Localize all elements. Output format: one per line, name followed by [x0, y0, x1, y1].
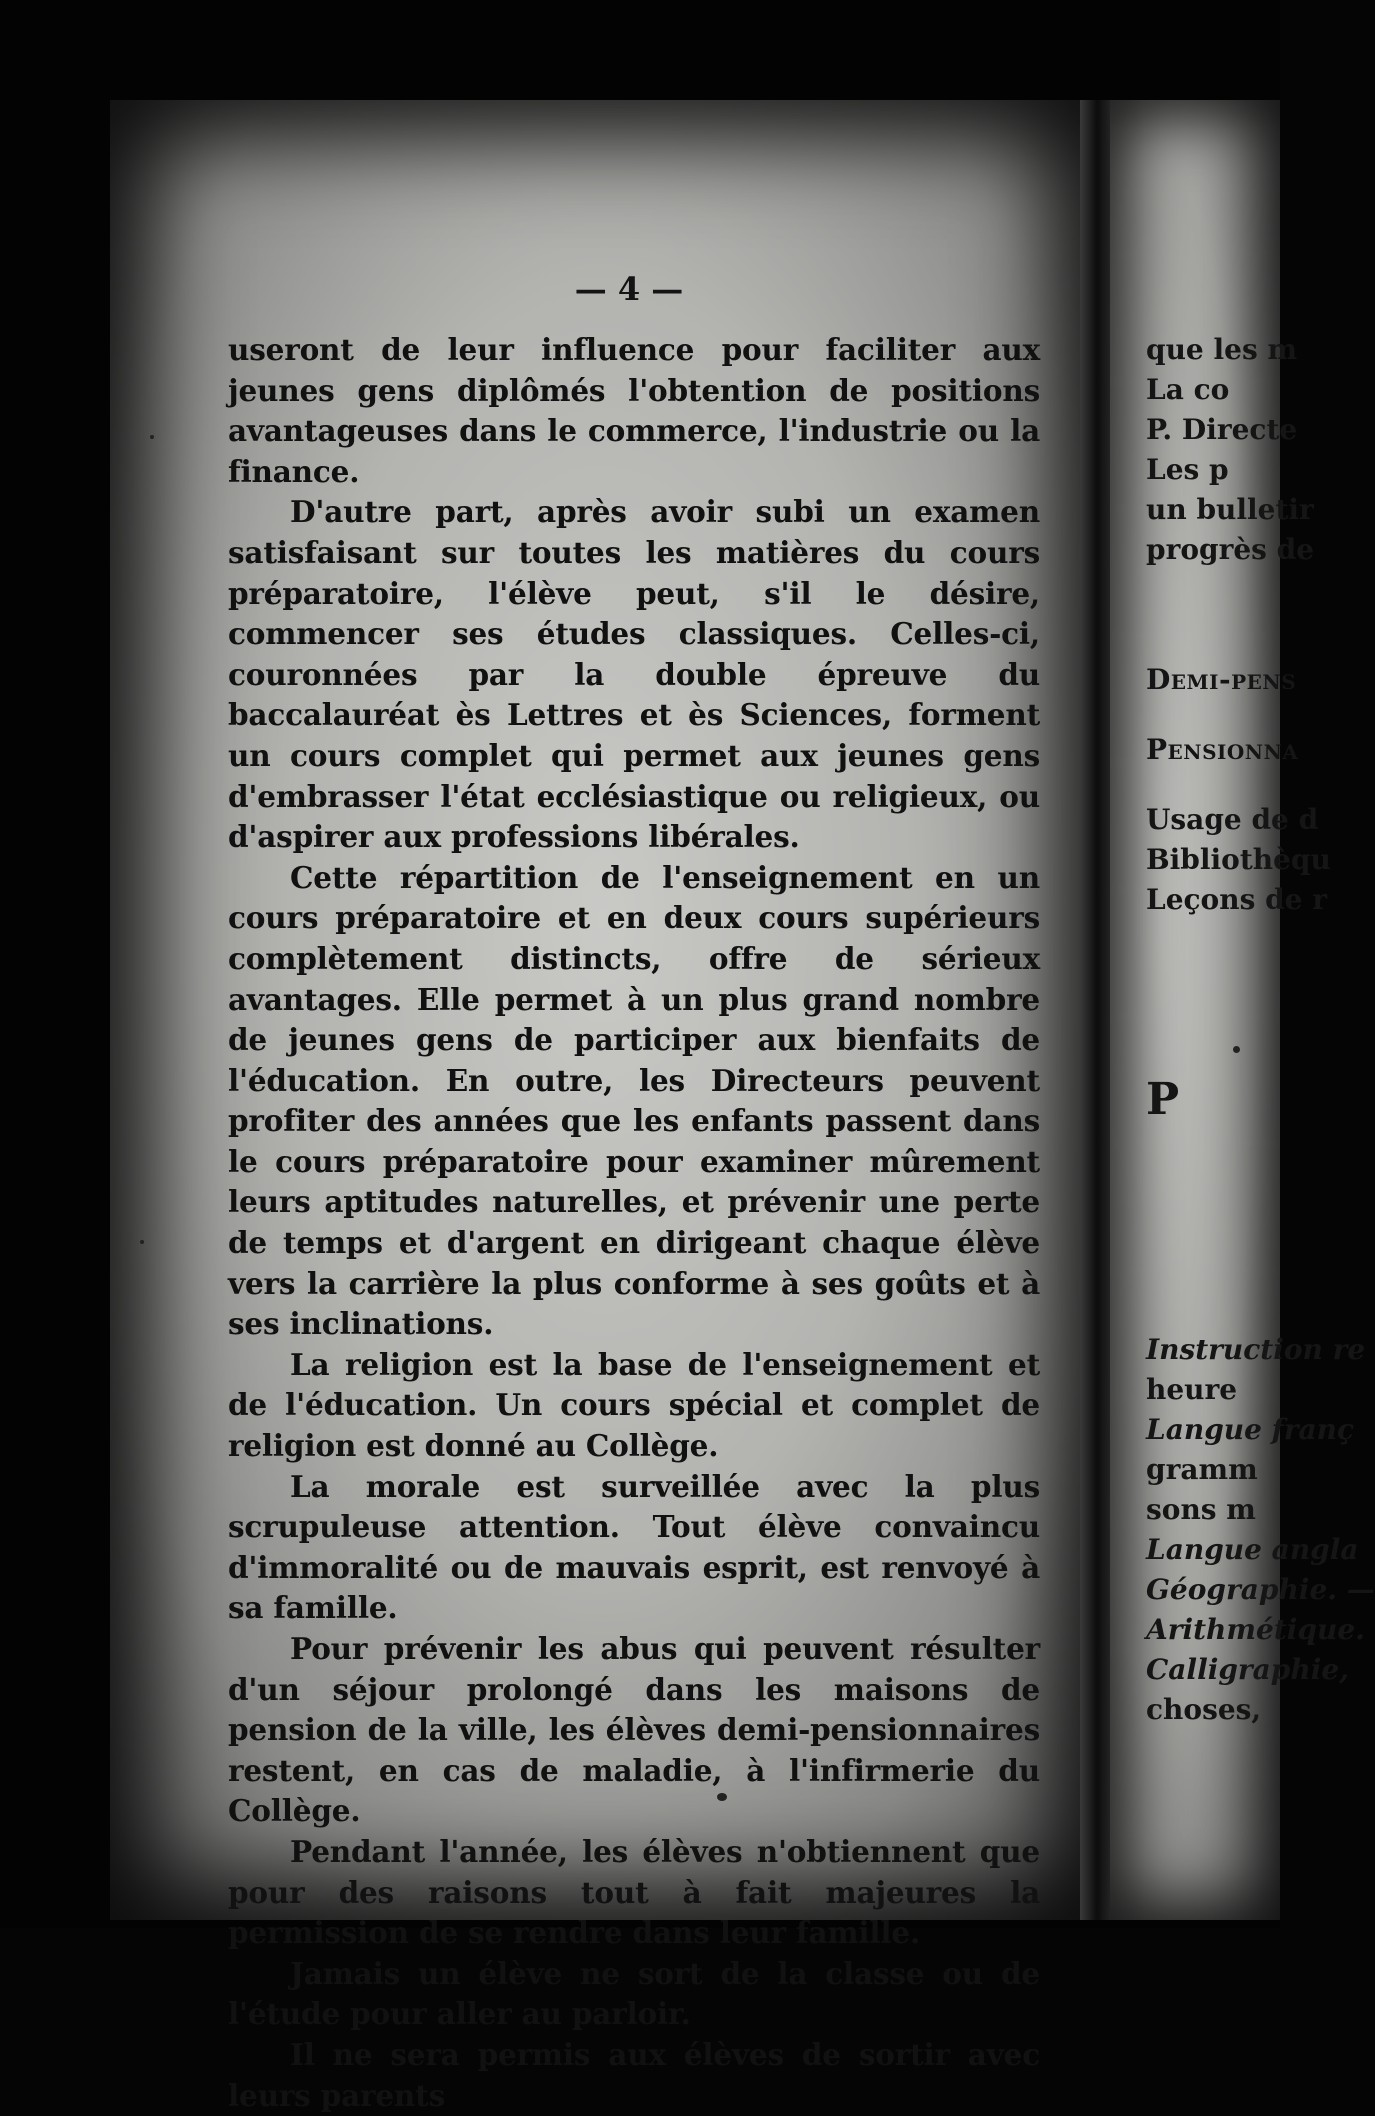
facing-page-line: Géographie. —: [1146, 1573, 1375, 1606]
facing-page-line: Bibliothèqu: [1146, 843, 1331, 876]
paragraph: Jamais un élève ne sort de la classe ou de l'étude pour aller au parloir.: [228, 1955, 1040, 2032]
paragraph: D'autre part, après avoir subi un examen satisfaisant sur toutes les matières du cours préparatoire, l'élève peut, s'il le désire, commencer ses études classiques. Celles-ci, couronnées par la double épreuve du baccalauréat ès Lettres et ès Sciences, forment un cours complet qui permet aux jeunes gens d'embrasser l'état ecclésiastique ou religieux, ou d'aspirer aux professions libérales.: [228, 494, 1040, 855]
facing-page-line: Langue franç: [1146, 1413, 1355, 1446]
facing-page-line: Demi-pens: [1146, 663, 1297, 696]
dust-speck: [717, 1793, 727, 1801]
page-number: — 4 —: [574, 270, 684, 308]
facing-page-line: Arithmétique.: [1146, 1613, 1365, 1646]
paragraph: Pour prévenir les abus qui peuvent résulter d'un séjour prolongé dans les maisons de pension de la ville, les élèves demi-pensionnaires restent, en cas de maladie, à l'infirmerie du Collège.: [228, 1631, 1040, 1829]
paragraph: Cette répartition de l'enseignement en un cours préparatoire et en deux cours supérieurs complètement distincts, offre de sérieux avantages. Elle permet à un plus grand nombre de jeunes gens de participer aux bienfaits de l'éducation. En outre, les Directeurs peuvent profiter des années que les enfants passent dans le cours préparatoire pour examiner mûrement leurs aptitudes naturelles, et prévenir une perte de temps et d'argent en dirigeant chaque élève vers la carrière la plus conforme à ses goûts et à ses inclinations.: [228, 859, 1040, 1342]
dust-speck: [1233, 1046, 1240, 1053]
facing-page-line: P. Directe: [1146, 413, 1298, 446]
facing-page-line: Leçons de r: [1146, 883, 1327, 916]
paragraph: Pendant l'année, les élèves n'obtiennent que pour des raisons tout à fait majeures la permission de se rendre dans leur famille.: [228, 1833, 1040, 1951]
book-gutter: [1080, 100, 1114, 1920]
paragraph: Il ne sera permis aux élèves de sortir avec leurs parents: [228, 2036, 1040, 2113]
facing-page-line: un bulletir: [1146, 493, 1314, 526]
facing-page-line: Langue angla: [1146, 1533, 1359, 1566]
dust-speck: [140, 1240, 144, 1244]
facing-page-line: Calligraphie,: [1146, 1653, 1349, 1686]
facing-page-line: Pensionna: [1146, 733, 1299, 766]
paragraph: useront de leur influence pour faciliter aux jeunes gens diplômés l'obtention de positions avantageuses dans le commerce, l'industrie ou la finance.: [228, 332, 1040, 489]
facing-page-line: Les p: [1146, 453, 1229, 486]
body-text: [228, 330, 1040, 2116]
facing-page-line: sons m: [1146, 1493, 1256, 1526]
facing-page-line: gramm: [1146, 1453, 1258, 1486]
facing-page-line: que les m: [1146, 333, 1298, 366]
facing-page-line: Usage de d: [1146, 803, 1319, 836]
facing-page-line: Instruction re: [1146, 1333, 1366, 1366]
facing-page-line: P: [1146, 1074, 1180, 1125]
paragraph: La morale est surveillée avec la plus scrupuleuse attention. Tout élève convaincu d'immoralité ou de mauvais esprit, est renvoyé à sa famille.: [228, 1468, 1040, 1626]
paragraph: La religion est la base de l'enseignement et de l'éducation. Un cours spécial et complet de religion est donné au Collège.: [228, 1346, 1040, 1464]
facing-page-line: heure: [1146, 1373, 1238, 1406]
facing-page-line: choses,: [1146, 1693, 1262, 1726]
dust-speck: [150, 435, 154, 439]
facing-page-line: progrès de: [1146, 533, 1315, 566]
facing-page-line: La co: [1146, 373, 1230, 406]
